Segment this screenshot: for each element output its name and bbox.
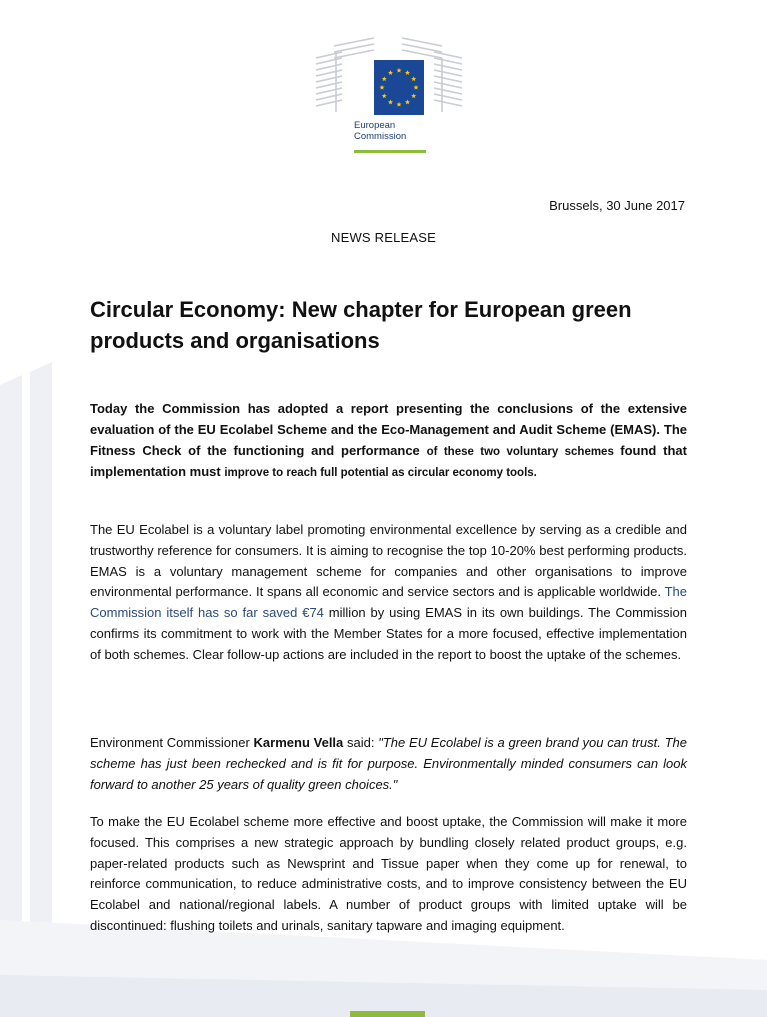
release-type: NEWS RELEASE [331,230,436,245]
quote: "The EU Ecolabel is a green brand you can trust. The scheme has just been rechecked and is fit for purpose. Environmentally minded consumers can look forward to another 25 years of quality green choices." [90,735,687,792]
logo-org-name: European Commission [354,120,407,142]
intro-paragraph: Today the Commission has adopted a report presenting the conclusions of the extensive evaluation of the EU Ecolabel Scheme and the Eco-Management and Audit Scheme (EMAS). The Fitness Check of the functioning and performance of these two voluntary schemes found that implementation must improve to reach full potential as circular economy tools. [90,401,687,480]
body-paragraph-ecolabel: The EU Ecolabel is a voluntary label promoting environmental excellence by serving as a credible and trustworthy reference for consumers. It is aiming to recognise the top 10-20% best performing products. EMAS is a voluntary management scheme for companies and other organisations to improve environmental performance. It spans all economic and service sectors and is applicable worldwide. The Commission itself has so far saved €74 million by using EMAS in its own buildings. The Commission confirms its commitment to work with the Member States for a more focused, effective implementation of both schemes. Clear follow-up actions are included in the report to boost the uptake of the schemes. [90,522,687,662]
highlight-savings: The Commission itself has so far saved €74 [90,584,687,621]
body-paragraph-strategy: To make the EU Ecolabel scheme more effective and boost uptake, the Commission will make it more focused. This comprises a new strategic approach by bundling closely related product groups, e.g. paper-related products such as Newsprint and Tissue paper when they come up for renewal, to reinforce communication, to reduce administrative costs, and to improve consistency between the EU Ecolabel and national/regional labels. A number of product groups with limited uptake will be discontinued: flushing toilets and urinals, sanitary tapware and imaging equipment. [90,814,687,933]
dateline: Brussels, 30 June 2017 [549,198,685,213]
body-paragraph-quote: Environment Commissioner Karmenu Vella said: "The EU Ecolabel is a green brand you can trust. The scheme has just been rechecked and is fit for purpose. Environmentally minded consumers can look forward to another 25 years of quality green choices." [90,735,687,792]
headline: Circular Economy: New chapter for European green products and organisations [90,297,632,353]
speaker-name: Karmenu Vella [253,735,344,750]
berlaymont-building-icon [314,30,464,120]
european-commission-logo [314,30,464,155]
footer-accent-bar [350,1011,425,1017]
logo-accent-line [354,150,426,153]
